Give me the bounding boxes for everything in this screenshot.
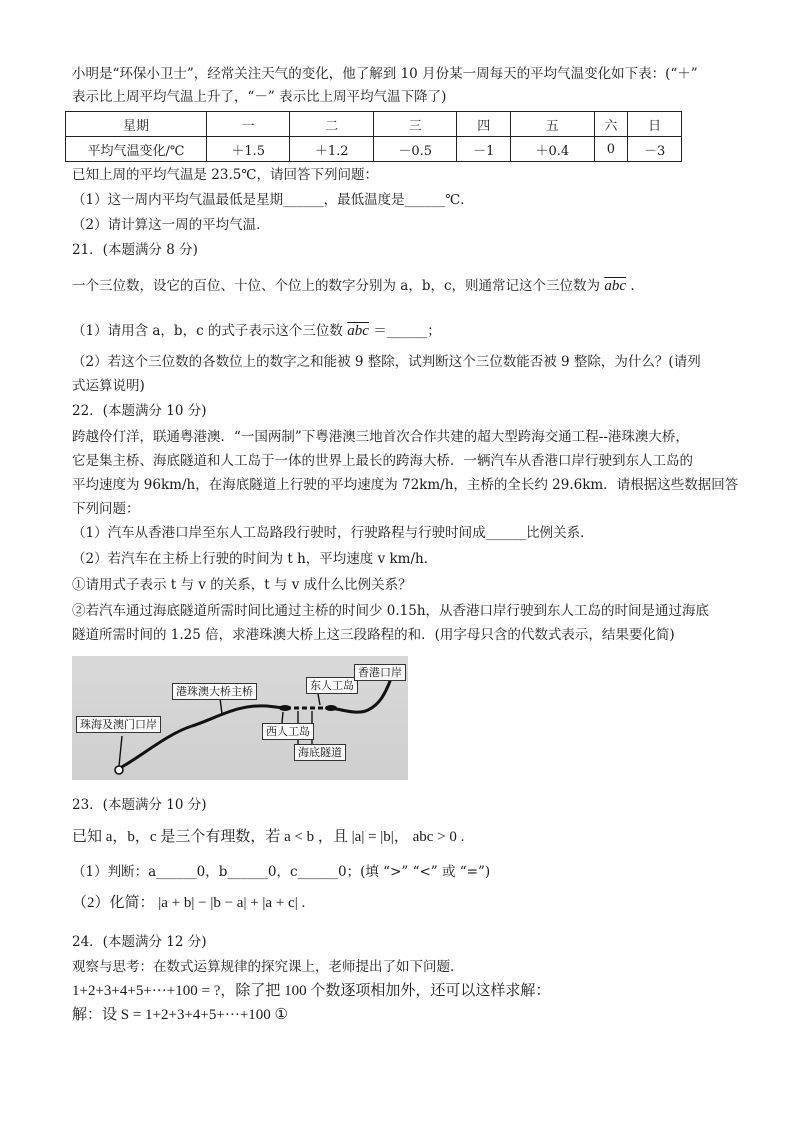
zhuhai-port-marker	[115, 766, 123, 774]
table-cell: 四	[457, 112, 511, 137]
leader-line	[220, 698, 222, 714]
east-island-marker	[325, 705, 337, 711]
table-cell: 0	[594, 137, 628, 162]
table-cell: ＋0.4	[511, 137, 594, 162]
table-cell: ＋1.5	[207, 137, 290, 162]
table-cell: 五	[511, 112, 594, 137]
q22-sub-2-line-2: 隧道所需时间的 1.25 倍，求港珠澳大桥上这三段路程的和．(用字母只含的代数式表示，结果要化简)	[72, 627, 675, 643]
label-tunnel: 海底隧道	[294, 744, 346, 761]
q23-condition: 已知 a，b，c 是三个有理数，若 a < b ，且 |a| = |b|， abc > 0 .	[72, 829, 465, 845]
label-east-island: 东人工岛	[306, 677, 358, 694]
west-island-marker	[279, 705, 291, 711]
q22-line-2: 它是集主桥、海底隧道和人工岛于一体的世界上最长的跨海大桥．一辆汽车从香港口岸行驶到东人工岛的	[72, 453, 693, 469]
q24-line-2: 1+2+3+4+5+···+100 = ?，除了把 100 个数逐项相加外，还可以这样求解：	[72, 983, 551, 999]
table-cell: 三	[373, 112, 456, 137]
q21-part-2-line-1: （2）若这个三位数的各数位上的数字之和能被 9 整除，试判断这个三位数能否被 9 整除，为什么？(请列	[72, 354, 701, 370]
leader-line	[318, 694, 320, 705]
label-main-bridge: 港珠澳大桥主桥	[172, 683, 257, 700]
table-cell: －3	[628, 137, 682, 162]
q21-part-2-line-2: 式运算说明)	[72, 378, 145, 394]
q20-part-1: （1）这一周内平均气温最低是星期______，最低温度是______℃．	[72, 192, 474, 208]
table-cell: 日	[628, 112, 682, 137]
table-cell: 星期	[66, 112, 207, 137]
q22-sub-2-line-1: ②若汽车通过海底隧道所需时间比通过主桥的时间少 0.15h，从香港口岸行驶到东人工岛的时间是通过海底	[72, 603, 710, 619]
table-row	[66, 112, 682, 137]
table-cell: 平均气温变化/℃	[66, 137, 207, 162]
table-cell: 一	[207, 112, 290, 137]
q20-known: 已知上周的平均气温是 23.5℃，请回答下列问题：	[72, 167, 378, 183]
q22-line-1: 跨越伶仃洋，联通粤港澳．“一国两制”下粤港澳三地首次合作共建的超大型跨海交通工程--港珠澳大桥，	[72, 429, 689, 445]
q21-part-1-text: （1）请用含 a，b，c 的式子表示这个三位数	[72, 323, 343, 339]
label-zhuhai-port: 珠海及澳门口岸	[76, 716, 161, 733]
label-hk-port: 香港口岸	[354, 664, 406, 681]
abc-overline: $\overline{abc}$	[347, 323, 369, 339]
q21-text-end: .	[630, 278, 635, 294]
q21-text-main: 一个三位数，设它的百位、十位、个位上的数字分别为 a，b，c，则通常记这个三位数为	[72, 278, 601, 294]
q22-line-4: 下列问题：	[72, 501, 140, 517]
abc-overline: $\overline{abc}$	[604, 278, 627, 294]
q23-part-1: （1）判断：a______0，b______0，c______0；(填 “>” “<” 或 “=”)	[72, 864, 491, 880]
temperature-table	[65, 111, 682, 162]
leader-line	[282, 712, 283, 723]
q22-part-2: （2）若汽车在主桥上行驶的时间为 t h，平均速度 v km/h．	[72, 551, 438, 567]
q22-sub-1: ①请用式子表示 t 与 v 的关系，t 与 v 成什么比例关系？	[72, 577, 412, 593]
table-cell: －1	[457, 137, 511, 162]
table-cell: ＋1.2	[290, 137, 373, 162]
q21-part-1-blank: ＝______；	[373, 323, 441, 339]
bridge-route-map	[72, 656, 408, 780]
q21-heading: 21．(本题满分 8 分)	[72, 242, 198, 258]
table-cell: 二	[290, 112, 373, 137]
q22-heading: 22．(本题满分 10 分)	[72, 403, 207, 419]
label-west-island: 西人工岛	[262, 723, 314, 740]
table-cell: －0.5	[373, 137, 456, 162]
q24-line-1: 观察与思考：在数式运算规律的探究课上，老师提出了如下问题．	[72, 959, 464, 975]
table-row	[66, 137, 682, 162]
intro-line-2: 表示比上周平均气温上升了，“－” 表示比上周平均气温下降了)	[72, 89, 447, 105]
q21-part-1	[72, 321, 441, 341]
leader-line	[119, 736, 122, 766]
q22-part-1: （1）汽车从香港口岸至东人工岛路段行驶时，行驶路程与行驶时间成______比例关系．	[72, 525, 594, 541]
q23-part-2: （2）化简： |a + b| − |b − a| + |a + c| .	[72, 895, 306, 911]
q24-heading: 24．(本题满分 12 分)	[72, 934, 207, 950]
q21-text	[72, 276, 635, 296]
table-cell: 六	[594, 112, 628, 137]
q23-heading: 23．(本题满分 10 分)	[72, 797, 207, 813]
q22-line-3: 平均速度为 96km/h，在海底隧道上行驶的平均速度为 72km/h，主桥的全长约 29.6km．请根据这些数据回答	[72, 477, 739, 493]
q24-line-3: 解：设 S = 1+2+3+4+5+···+100 ①	[72, 1007, 288, 1023]
q20-part-2: （2）请计算这一周的平均气温．	[72, 217, 270, 233]
intro-line-1: 小明是“环保小卫士”，经常关注天气的变化，他了解到 10 月份某一周每天的平均气温变化如下表：(“＋”	[72, 66, 698, 82]
